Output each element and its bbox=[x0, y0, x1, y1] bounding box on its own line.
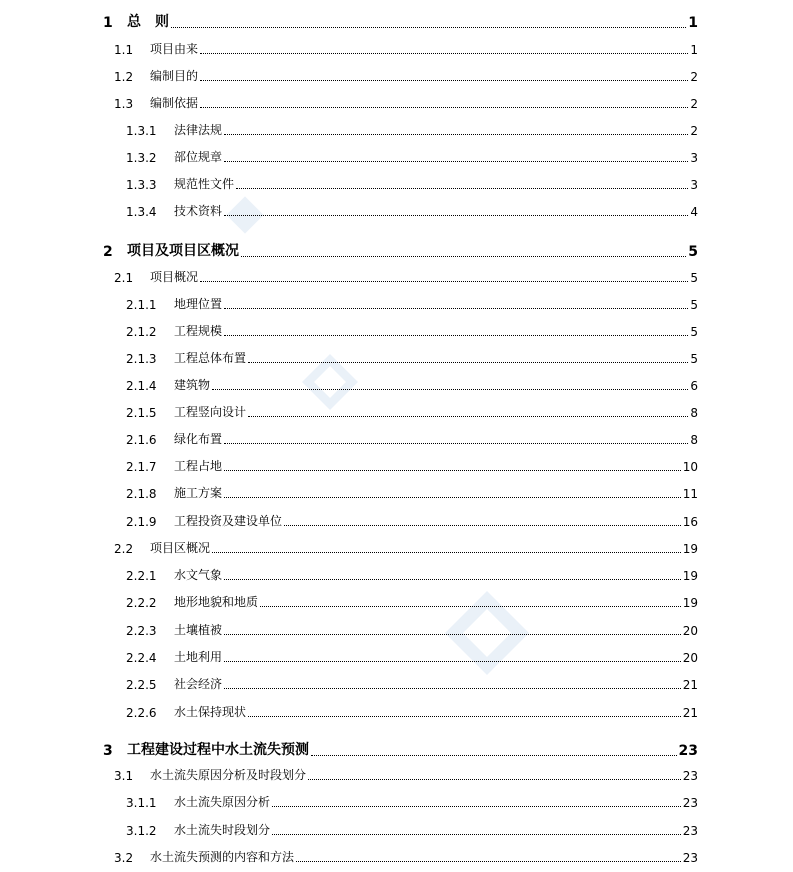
toc-entry-page-number: 3 bbox=[690, 178, 698, 192]
toc-entry-page-number: 6 bbox=[690, 379, 698, 393]
toc-entry[interactable] bbox=[114, 848, 698, 865]
toc-dot-leader bbox=[224, 133, 688, 135]
toc-entry-title: 施工方案 bbox=[174, 486, 223, 500]
toc-dot-leader bbox=[200, 280, 688, 282]
toc-entry-number: 2.1.3 bbox=[126, 352, 157, 366]
toc-dot-leader bbox=[224, 334, 688, 336]
toc-entry[interactable] bbox=[114, 94, 698, 111]
toc-entry-number: 3.1.2 bbox=[126, 824, 157, 838]
toc-entry[interactable] bbox=[126, 349, 698, 366]
toc-entry[interactable] bbox=[103, 11, 698, 31]
toc-entry-page-number: 11 bbox=[682, 487, 698, 501]
toc-entry-number: 2.1 bbox=[114, 271, 134, 285]
toc-entry[interactable] bbox=[114, 539, 698, 556]
toc-entry-title: 编制依据 bbox=[150, 96, 199, 110]
toc-entry-title: 土壤植被 bbox=[174, 623, 223, 637]
toc-dot-leader bbox=[248, 361, 688, 363]
toc-entry[interactable] bbox=[114, 766, 698, 783]
toc-entry-title: 技术资料 bbox=[174, 204, 223, 218]
toc-entry-title: 建筑物 bbox=[174, 378, 211, 392]
toc-entry-number: 3.2 bbox=[114, 851, 134, 865]
toc-entry-page-number: 10 bbox=[682, 460, 698, 474]
toc-entry[interactable] bbox=[103, 240, 698, 260]
toc-dot-leader bbox=[224, 578, 681, 580]
toc-dot-leader bbox=[224, 469, 681, 471]
toc-dot-leader bbox=[200, 52, 688, 54]
toc-entry-title: 工程总体布置 bbox=[174, 351, 247, 365]
toc-entry-page-number: 19 bbox=[682, 569, 698, 583]
toc-entry-number: 2 bbox=[103, 244, 113, 260]
toc-entry[interactable] bbox=[114, 40, 698, 57]
toc-dot-leader bbox=[248, 415, 688, 417]
toc-entry-page-number: 4 bbox=[690, 205, 698, 219]
toc-dot-leader bbox=[224, 442, 688, 444]
toc-entry-page-number: 5 bbox=[690, 352, 698, 366]
toc-entry[interactable] bbox=[126, 648, 698, 665]
toc-entry-page-number: 23 bbox=[678, 743, 698, 759]
toc-entry[interactable] bbox=[126, 295, 698, 312]
toc-entry-title: 绿化布置 bbox=[174, 432, 223, 446]
toc-entry-number: 1 bbox=[103, 15, 113, 31]
toc-entry-page-number: 1 bbox=[690, 43, 698, 57]
toc-entry-number: 2.1.6 bbox=[126, 433, 157, 447]
toc-entry-number: 2.2.6 bbox=[126, 706, 157, 720]
toc-dot-leader bbox=[224, 214, 688, 216]
toc-entry[interactable] bbox=[103, 739, 698, 759]
toc-entry-title: 地理位置 bbox=[174, 297, 223, 311]
toc-entry[interactable] bbox=[114, 268, 698, 285]
toc-entry-page-number: 20 bbox=[682, 651, 698, 665]
toc-entry-page-number: 19 bbox=[682, 542, 698, 556]
toc-dot-leader bbox=[308, 778, 681, 780]
toc-entry-title: 项目及项目区概况 bbox=[127, 243, 239, 259]
toc-entry-page-number: 5 bbox=[688, 244, 698, 260]
toc-entry-title: 法律法规 bbox=[174, 123, 223, 137]
toc-dot-leader bbox=[248, 715, 681, 717]
toc-entry-page-number: 23 bbox=[682, 769, 698, 783]
toc-entry-page-number: 21 bbox=[682, 678, 698, 692]
toc-entry-number: 1.3.3 bbox=[126, 178, 157, 192]
toc-entry-number: 1.1 bbox=[114, 43, 134, 57]
toc-entry-title: 水文气象 bbox=[174, 568, 223, 582]
toc-entry-title: 地形地貌和地质 bbox=[174, 595, 259, 609]
toc-entry[interactable] bbox=[126, 621, 698, 638]
toc-entry-title: 水土保持现状 bbox=[174, 705, 247, 719]
toc-entry[interactable] bbox=[126, 675, 698, 692]
toc-entry-page-number: 23 bbox=[682, 851, 698, 865]
toc-entry[interactable] bbox=[126, 322, 698, 339]
toc-entry-title: 工程占地 bbox=[174, 459, 223, 473]
toc-entry[interactable] bbox=[126, 457, 698, 474]
toc-dot-leader bbox=[260, 605, 681, 607]
toc-dot-leader bbox=[224, 496, 681, 498]
toc-dot-leader bbox=[200, 106, 688, 108]
toc-entry-title: 社会经济 bbox=[174, 677, 223, 691]
toc-entry[interactable] bbox=[126, 202, 698, 219]
toc-entry-title: 工程建设过程中水土流失预测 bbox=[127, 742, 309, 758]
toc-entry-title: 规范性文件 bbox=[174, 177, 235, 191]
toc-entry-page-number: 2 bbox=[690, 70, 698, 84]
toc-dot-leader bbox=[241, 255, 686, 257]
toc-entry[interactable] bbox=[126, 403, 698, 420]
toc-entry-page-number: 5 bbox=[690, 271, 698, 285]
toc-entry[interactable] bbox=[126, 512, 698, 529]
toc-entry-page-number: 16 bbox=[682, 515, 698, 529]
toc-entry-title: 水土流失原因分析 bbox=[174, 795, 271, 809]
toc-entry[interactable] bbox=[126, 821, 698, 838]
toc-entry[interactable] bbox=[126, 121, 698, 138]
toc-entry-number: 1.3 bbox=[114, 97, 134, 111]
toc-entry-number: 1.3.1 bbox=[126, 124, 157, 138]
toc-entry-title: 工程规模 bbox=[174, 324, 223, 338]
toc-entry-title: 项目区概况 bbox=[150, 541, 211, 555]
toc-entry[interactable] bbox=[126, 148, 698, 165]
toc-entry-title: 项目概况 bbox=[150, 270, 199, 284]
toc-entry-title: 工程竖向设计 bbox=[174, 405, 247, 419]
toc-dot-leader bbox=[296, 860, 681, 862]
toc-dot-leader bbox=[224, 307, 688, 309]
toc-entry-number: 1.3.2 bbox=[126, 151, 157, 165]
toc-entry-title: 项目由来 bbox=[150, 42, 199, 56]
toc-entry-page-number: 20 bbox=[682, 624, 698, 638]
toc-entry-page-number: 5 bbox=[690, 325, 698, 339]
toc-entry-number: 2.1.4 bbox=[126, 379, 157, 393]
toc-dot-leader bbox=[212, 551, 681, 553]
toc-entry[interactable] bbox=[126, 376, 698, 393]
toc-dot-leader bbox=[171, 26, 686, 28]
toc-entry-title: 总 则 bbox=[127, 14, 169, 30]
toc-entry-title: 水土流失原因分析及时段划分 bbox=[150, 768, 307, 782]
toc-entry-title: 部位规章 bbox=[174, 150, 223, 164]
toc-entry-page-number: 8 bbox=[690, 406, 698, 420]
toc-entry-title: 工程投资及建设单位 bbox=[174, 514, 283, 528]
toc-dot-leader bbox=[224, 660, 681, 662]
toc-dot-leader bbox=[224, 687, 681, 689]
toc-dot-leader bbox=[284, 524, 681, 526]
toc-entry[interactable] bbox=[126, 484, 698, 501]
toc-entry-number: 3.1.1 bbox=[126, 796, 157, 810]
toc-entry[interactable] bbox=[126, 593, 698, 610]
toc-entry-number: 2.2.4 bbox=[126, 651, 157, 665]
toc-dot-leader bbox=[272, 805, 681, 807]
toc-dot-leader bbox=[200, 79, 688, 81]
toc-entry-number: 2.2.2 bbox=[126, 596, 157, 610]
toc-entry-title: 土地利用 bbox=[174, 650, 223, 664]
toc-entry-page-number: 23 bbox=[682, 824, 698, 838]
toc-entry-number: 2.1.7 bbox=[126, 460, 157, 474]
toc-entry[interactable] bbox=[114, 67, 698, 84]
toc-entry-number: 2.1.1 bbox=[126, 298, 157, 312]
toc-dot-leader bbox=[224, 633, 681, 635]
toc-entry-number: 2.1.5 bbox=[126, 406, 157, 420]
toc-entry-number: 1.3.4 bbox=[126, 205, 157, 219]
toc-entry-page-number: 1 bbox=[688, 15, 698, 31]
toc-entry[interactable] bbox=[126, 793, 698, 810]
toc-entry-page-number: 19 bbox=[682, 596, 698, 610]
toc-entry-page-number: 21 bbox=[682, 706, 698, 720]
toc-entry-number: 2.2.5 bbox=[126, 678, 157, 692]
toc-entry-number: 2.1.9 bbox=[126, 515, 157, 529]
toc-dot-leader bbox=[236, 187, 688, 189]
toc-entry[interactable] bbox=[126, 430, 698, 447]
toc-entry-page-number: 3 bbox=[690, 151, 698, 165]
toc-entry-number: 2.2 bbox=[114, 542, 134, 556]
toc-dot-leader bbox=[272, 833, 681, 835]
toc-entry-number: 2.1.2 bbox=[126, 325, 157, 339]
toc-entry-number: 2.2.3 bbox=[126, 624, 157, 638]
toc-entry-title: 水土流失时段划分 bbox=[174, 823, 271, 837]
toc-entry-title: 水土流失预测的内容和方法 bbox=[150, 850, 295, 864]
toc-entry-page-number: 2 bbox=[690, 97, 698, 111]
toc-entry-page-number: 23 bbox=[682, 796, 698, 810]
toc-entry[interactable] bbox=[126, 175, 698, 192]
toc-entry-number: 1.2 bbox=[114, 70, 134, 84]
toc-entry[interactable] bbox=[126, 703, 698, 720]
toc-entry-page-number: 5 bbox=[690, 298, 698, 312]
toc-entry-number: 3 bbox=[103, 743, 113, 759]
toc-entry-page-number: 8 bbox=[690, 433, 698, 447]
toc-entry-number: 2.2.1 bbox=[126, 569, 157, 583]
toc-entry-title: 编制目的 bbox=[150, 69, 199, 83]
toc-dot-leader bbox=[311, 754, 677, 756]
toc-entry-page-number: 2 bbox=[690, 124, 698, 138]
toc-dot-leader bbox=[212, 388, 688, 390]
toc-entry-number: 3.1 bbox=[114, 769, 134, 783]
toc-dot-leader bbox=[224, 160, 688, 162]
toc-entry-number: 2.1.8 bbox=[126, 487, 157, 501]
toc-entry[interactable] bbox=[126, 566, 698, 583]
